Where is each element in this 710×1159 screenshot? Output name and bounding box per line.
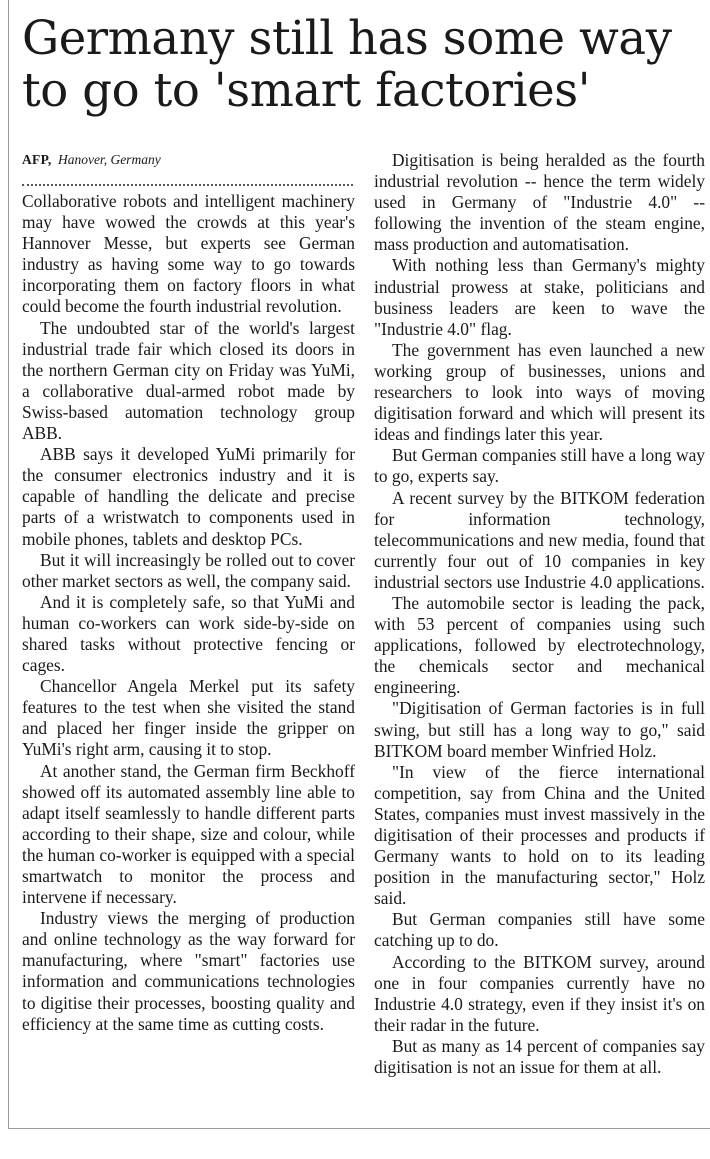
bottom-rule — [8, 1128, 710, 1129]
paragraph: A recent survey by the BITKOM federation for information technology, telecommunications and new media, found that currently four out of 10 companies in key industrial sectors use Industrie 4.0 applications. — [374, 487, 705, 592]
column-left — [22, 150, 355, 1035]
paragraph: Collaborative robots and intelligent machinery may have wowed the crowds at this year's Hannover Messe, but experts see German industry as having some way to go towards incorporating them on factory floors in what could become the fourth industrial revolution. — [22, 191, 355, 317]
byline-agency: AFP, — [22, 152, 52, 167]
paragraph: According to the BITKOM survey, around one in four companies currently have no Industrie 4.0 strategy, even if they insist it's on their radar in the future. — [374, 951, 705, 1035]
paragraph: But German companies still have a long way to go, experts say. — [374, 445, 705, 487]
paragraph: The government has even launched a new working group of businesses, unions and researchers to look into ways of moving digitisation forward and which will present its ideas and findings later this year. — [374, 339, 705, 445]
byline-location: Hanover, Germany — [57, 152, 161, 167]
headline: Germany still has some way to go to 'smart factories' — [22, 11, 672, 117]
paragraph: ABB says it developed YuMi primarily for the consumer electronics industry and it is capable of handling the delicate and precise parts of a wristwatch to components used in mobile phones, tablets and desktop PCs. — [22, 444, 355, 549]
paragraph: "In view of the fierce international competition, say from China and the United States, companies must invest massively in the digitisation of their processes and products if Germany wants to hold on to its leading position in the manufacturing sector," Holz said. — [374, 761, 705, 909]
paragraph: With nothing less than Germany's mighty industrial prowess at stake, politicians and business leaders are keen to wave the "Industrie 4.0" flag. — [374, 255, 705, 339]
paragraph: But as many as 14 percent of companies say digitisation is not an issue for them at all. — [374, 1035, 705, 1078]
paragraph: Digitisation is being heralded as the fourth industrial revolution -- hence the term widely used in Germany of "Industrie 4.0" -- following the invention of the steam engine, mass production and automatisation. — [374, 150, 705, 255]
paragraph: The undoubted star of the world's largest industrial trade fair which closed its doors in the northern German city on Friday was YuMi, a collaborative dual-armed robot made by Swiss-based automation technology group ABB. — [22, 317, 355, 444]
byline — [22, 150, 355, 170]
paragraph: At another stand, the German firm Beckhoff showed off its automated assembly line able to adapt itself seamlessly to handle different parts according to their shape, size and colour, while the human co-worker is equipped with a special smartwatch to monitor the process and intervene if necessary. — [22, 760, 355, 908]
left-column-rule — [8, 0, 9, 1128]
paragraph: Industry views the merging of production and online technology as the way forward for manufacturing, where "smart" factories use information and communications technologies to digitise their processes, boosting quality and efficiency at the same time as cutting costs. — [22, 908, 355, 1034]
paragraph: But German companies still have some catching up to do. — [374, 909, 705, 951]
paragraph: The automobile sector is leading the pack, with 53 percent of companies using such applications, followed by electrotechnology, the chemicals sector and mechanical engineering. — [374, 592, 705, 698]
paragraph: And it is completely safe, so that YuMi and human co-workers can work side-by-side on shared tasks without protective fencing or cages. — [22, 591, 355, 676]
column-right — [374, 150, 705, 1078]
paragraph: "Digitisation of German factories is in full swing, but still has a long way to go," said BITKOM board member Winfried Holz. — [374, 698, 705, 761]
dotted-separator — [22, 184, 353, 186]
paragraph: But it will increasingly be rolled out to cover other market sectors as well, the company said. — [22, 549, 355, 591]
paragraph: Chancellor Angela Merkel put its safety features to the test when she visited the stand and placed her finger inside the gripper on YuMi's right arm, causing it to stop. — [22, 676, 355, 760]
